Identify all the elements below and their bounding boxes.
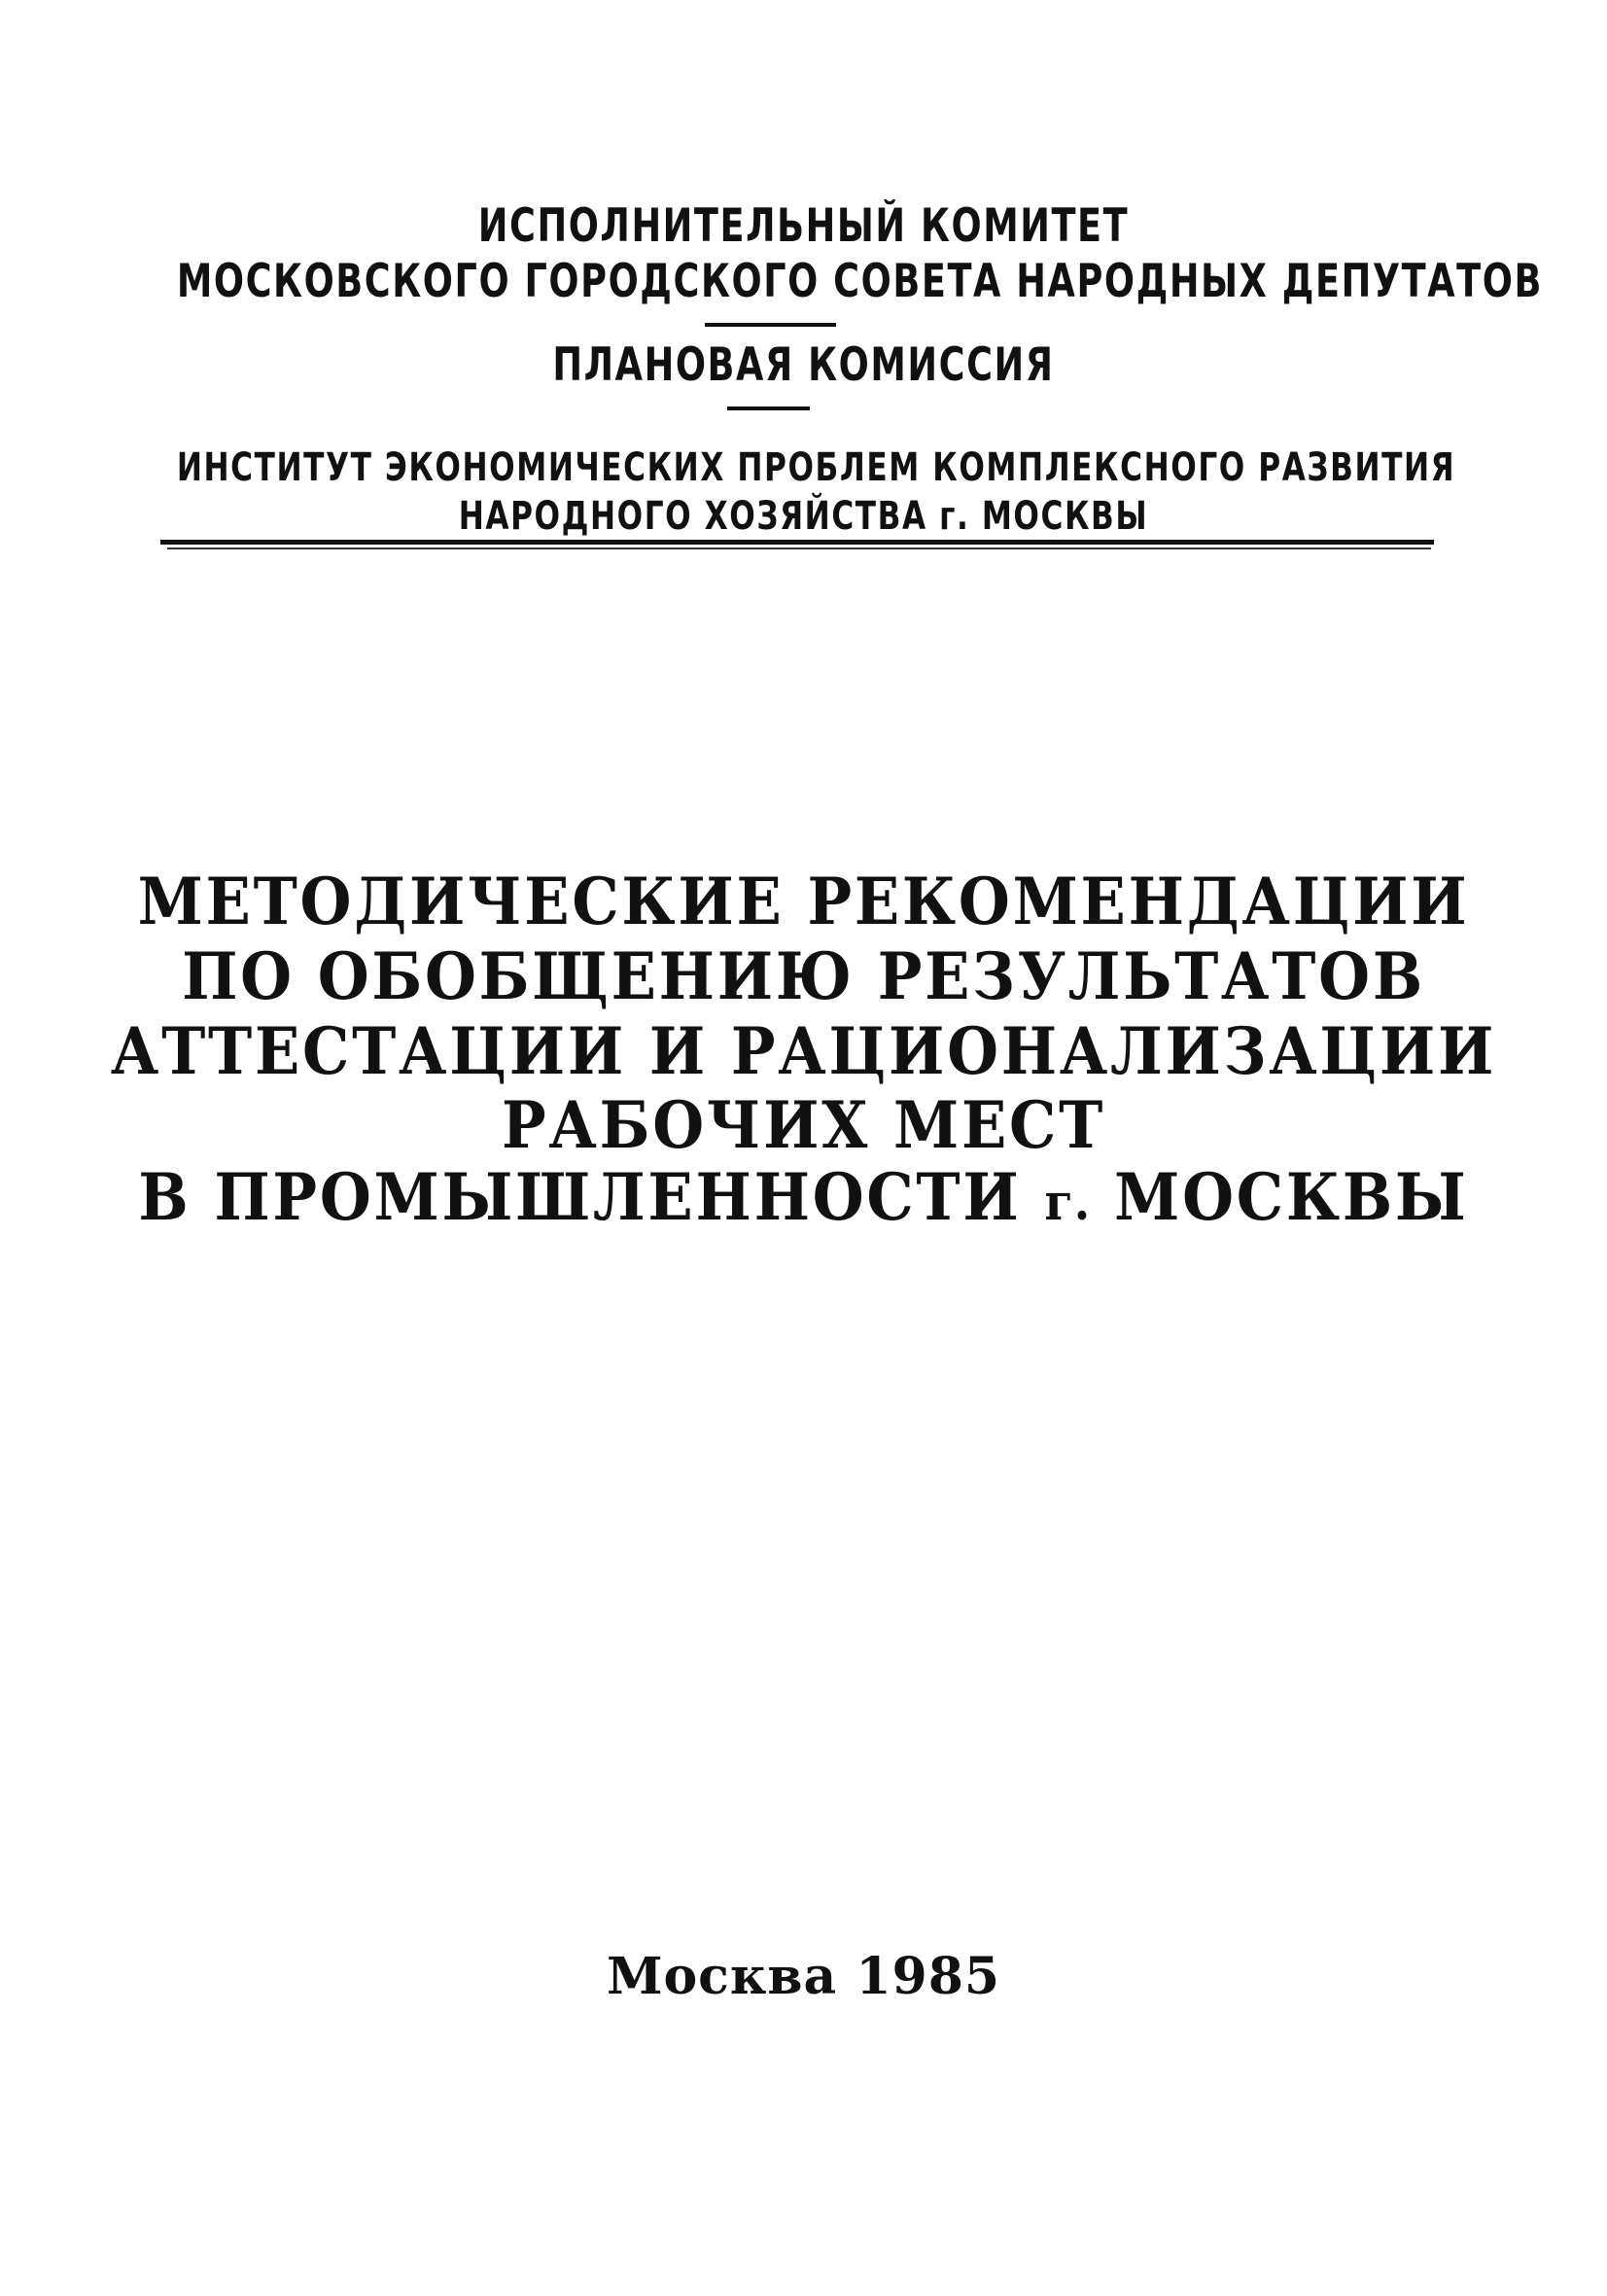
title-line-3: АТТЕСТАЦИИ И РАЦИОНАЛИЗАЦИИ xyxy=(110,1013,1497,1089)
title-line-1: МЕТОДИЧЕСКИЕ РЕКОМЕНДАЦИИ xyxy=(137,864,1470,939)
title-line-2: ПО ОБОБЩЕНИЮ РЕЗУЛЬТАТОВ xyxy=(182,938,1425,1014)
header-planning-commission: ПЛАНОВАЯ КОМИССИЯ xyxy=(552,338,1055,392)
title-line-4: РАБОЧИХ МЕСТ xyxy=(501,1087,1106,1163)
title-line-5-main: В ПРОМЫШЛЕННОСТИ xyxy=(138,1159,1045,1235)
separator-dash-2 xyxy=(727,406,810,410)
header-rule xyxy=(160,540,1434,545)
header-institute: ИНСТИТУТ ЭКОНОМИЧЕСКИХ ПРОБЛЕМ КОМПЛЕКСНОГО РАЗВИТИЯ xyxy=(176,445,1456,490)
title-line-5-city: МОСКВЫ xyxy=(1091,1159,1469,1235)
title-line-5 xyxy=(64,1159,1543,1235)
imprint-place-year: Москва 1985 xyxy=(606,1947,1001,2006)
header-moscow-council: МОСКОВСКОГО ГОРОДСКОГО СОВЕТА НАРОДНЫХ ДЕПУТАТОВ xyxy=(176,255,1543,308)
header-national-economy: НАРОДНОГО ХОЗЯЙСТВА г. МОСКВЫ xyxy=(458,494,1149,539)
header-rule-shadow xyxy=(167,548,1431,549)
separator-dash-1 xyxy=(705,323,836,327)
header-executive-committee: ИСПОЛНИТЕЛЬНЫЙ КОМИТЕТ xyxy=(477,199,1130,253)
title-line-5-g: г. xyxy=(1044,1173,1092,1232)
